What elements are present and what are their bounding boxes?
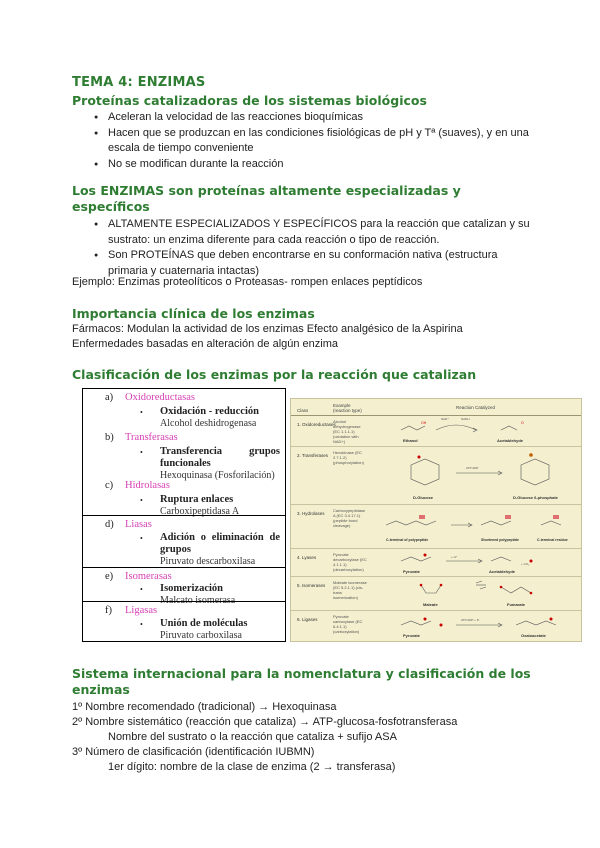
reaction-diagram — [381, 577, 576, 611]
svg-text:ATP ADP + Pᵢ: ATP ADP + Pᵢ — [461, 618, 480, 622]
reaction-row-hydrolases — [291, 504, 581, 549]
specialized-heading: Los ENZIMAS son proteínas altamente especializadas y específicos — [72, 183, 461, 214]
class-letter: a) — [105, 392, 114, 403]
class-example: Carboxipeptidasa A — [160, 506, 240, 517]
clinical-line: Fármacos: Modulan la actividad de los enzimas Efecto analgésico de la Aspirina — [72, 323, 463, 335]
specialized-bullet: ● Son PROTEÍNAS que deben encontrarse en su conformación nativa (estructura primaria y cuaternaria intactas) — [78, 248, 538, 279]
nomenclature-line: Nombre del sustrato o la reacción que cataliza + sufijo ASA — [108, 731, 397, 743]
page-title: TEMA 4: ENZIMAS — [72, 75, 206, 90]
col-reaction: Reaction Catalyzed — [456, 405, 496, 410]
reaction-example: Maleate isomerase (EC 5.2.1.1) (cis-trans isomerization) — [333, 580, 367, 600]
col-class: Class — [297, 408, 309, 413]
reaction-class: 2. Transferases — [297, 453, 329, 458]
class-letter: e) — [105, 571, 114, 582]
reaction-diagram — [381, 447, 576, 505]
class-letter: c) — [105, 480, 114, 491]
class-row-ligases — [83, 601, 285, 642]
class-letter: b) — [105, 432, 114, 443]
class-function: Isomerización — [160, 583, 223, 594]
reaction-diagram — [381, 549, 576, 577]
enzyme-classes-box — [82, 388, 286, 642]
product-label: Fumarate — [507, 602, 526, 607]
product-label: C-terminal residue — [537, 538, 568, 542]
page-subtitle: Proteínas catalizadoras de los sistemas biológicos — [72, 93, 427, 108]
product-label: Oxaloacetate — [521, 633, 546, 638]
class-function: Unión de moléculas — [160, 618, 248, 629]
class-name: Hidrolasas — [125, 480, 170, 491]
class-row-transferases — [83, 429, 285, 479]
bullet-icon: • — [140, 620, 143, 629]
class-function: Transferencia grupos funcionales — [160, 446, 280, 469]
class-letter: f) — [105, 605, 112, 616]
product-label: Acetaldehyde — [489, 569, 516, 574]
class-name: Oxidoreductasas — [125, 392, 195, 403]
svg-text:O: O — [521, 421, 524, 425]
reaction-diagram — [381, 416, 576, 446]
bullet-icon: • — [140, 448, 143, 457]
class-function: Adición o eliminación de grupos — [160, 532, 280, 555]
svg-text:+ CO₂: + CO₂ — [521, 562, 530, 566]
product-label: Ethanol — [403, 438, 418, 443]
clinical-heading: Importancia clínica de los enzimas — [72, 306, 315, 321]
nomenclature-heading: Sistema internacional para la nomenclatura y clasificación de los enzimas — [72, 666, 531, 697]
class-name: Ligasas — [125, 605, 158, 616]
nomenclature-line: 2º Nombre sistemático (reacción que cataliza) → ATP-glucosa-fosfotransferasa — [72, 716, 458, 728]
reaction-row-oxidoreductases — [291, 416, 581, 446]
product-label: D-Glucose 6-phosphate — [513, 495, 558, 500]
svg-text:+ H⁺: + H⁺ — [451, 555, 458, 559]
specialized-example: Ejemplo: Enzimas proteolíticos o Proteasas- rompen enlaces peptídicos — [72, 276, 423, 288]
reaction-diagram — [381, 505, 576, 549]
reaction-example: Carboxypeptidase A (EC 3.4.17.1) (peptide bond cleavage) — [333, 508, 366, 528]
svg-text:OH: OH — [421, 421, 427, 425]
reaction-row-ligases — [291, 610, 581, 642]
col-example: Example (reaction type) — [333, 403, 362, 413]
reaction-class: 5. Isomerases — [297, 583, 326, 588]
specialized-bullet: ● ALTAMENTE ESPECIALIZADOS Y ESPECÍFICOS para la reacción que catalizan y su sustrato: un enzima diferente para cada reacción o tipo de reacción. — [78, 217, 538, 248]
product-label: Shortened polypeptide — [481, 538, 519, 542]
reaction-diagram — [381, 611, 576, 642]
class-name: Transferasas — [125, 432, 178, 443]
product-label: Pyruvate — [403, 569, 420, 574]
reaction-example: Alcohol dehydrogenase (EC 1.1.1.1) (oxidation with NAD+) — [333, 419, 361, 444]
nomenclature-line: 3º Número de clasificación (identificación IUBMN) — [72, 746, 315, 758]
class-row-isomerases — [83, 567, 285, 606]
class-example: Hexoquinasa (Fosforilación) — [160, 470, 275, 481]
product-label: C-terminal of polypeptide — [386, 538, 429, 542]
product-label: Maleate — [423, 602, 438, 607]
class-row-hydrolases — [83, 477, 285, 515]
class-example: Piruvato descarboxilasa — [160, 556, 256, 567]
bullet-icon: • — [140, 585, 143, 594]
class-function: Oxidación - reducción — [160, 406, 259, 417]
clinical-line: Enfermedades basadas en alteración de algún enzima — [72, 338, 339, 350]
svg-text:NADH: NADH — [461, 417, 470, 421]
product-label: Acetaldehyde — [497, 438, 524, 443]
reaction-class: 4. Lyases — [297, 555, 317, 560]
nomenclature-line: 1º Nombre recomendado (tradicional) → Hexoquinasa — [72, 701, 337, 713]
class-function: Ruptura enlaces — [160, 494, 234, 505]
reaction-example: Pyruvate carboxylase (EC 6.4.1.1) (carboxylation) — [333, 614, 363, 634]
class-row-lyases — [83, 515, 285, 568]
nomenclature-line: 1er dígito: nombre de la clase de enzima (2 → transferasa) — [108, 761, 396, 773]
bullet-icon: • — [140, 496, 143, 505]
reaction-class: 1. Oxidoreductases — [297, 422, 336, 427]
reaction-class: 3. Hydrolases — [297, 511, 325, 516]
class-name: Liasas — [125, 519, 152, 530]
intro-bullet: ● Aceleran la velocidad de las reacciones bioquímicas — [78, 110, 538, 126]
reaction-class: 6. Ligases — [297, 617, 318, 622]
product-label: Pyruvate — [403, 633, 420, 638]
classification-heading: Clasificación de los enzimas por la reacción que catalizan — [72, 367, 477, 382]
class-example: Alcohol deshidrogenasa — [160, 418, 257, 429]
class-name: Isomerasas — [125, 571, 172, 582]
specialized-bullet-list — [78, 217, 538, 279]
intro-bullet-list — [78, 110, 538, 172]
svg-text:NAD⁺: NAD⁺ — [441, 417, 449, 421]
bullet-icon: • — [140, 534, 143, 543]
class-letter: d) — [105, 519, 114, 530]
reaction-row-transferases — [291, 446, 581, 505]
intro-bullet: ● Hacen que se produzcan en las condiciones fisiológicas de pH y Tª (suaves), y en una escala de tiempo conveniente — [78, 126, 538, 157]
product-label: D-Glucose — [413, 495, 434, 500]
reaction-row-isomerases — [291, 576, 581, 611]
bullet-icon: • — [140, 408, 143, 417]
reaction-example: Hexokinase (EC 2.7.1.2) (phosphorylation) — [333, 450, 364, 465]
svg-text:ATP ADP: ATP ADP — [466, 466, 479, 470]
class-row-oxidoreductases — [83, 389, 285, 433]
class-example: Malcato isomerasa — [160, 595, 236, 606]
reaction-table-header — [291, 399, 581, 416]
reaction-table-image — [290, 398, 582, 642]
intro-bullet: ● No se modifican durante la reacción — [78, 157, 538, 173]
reaction-row-lyases — [291, 548, 581, 577]
reaction-example: Pyruvate decarboxylase (EC 4.1.1.1) (decarboxylation) — [333, 552, 367, 572]
class-example: Piruvato carboxilasa — [160, 630, 242, 641]
